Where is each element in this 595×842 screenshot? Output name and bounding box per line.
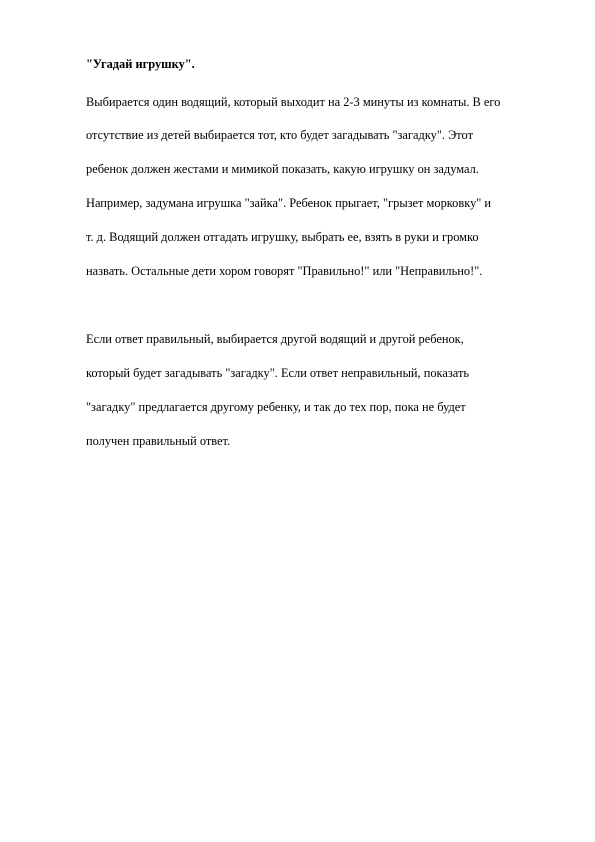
game-title: "Угадай игрушку".: [86, 57, 195, 71]
paragraph-line: назвать. Остальные дети хором говорят "Правильно!" или "Неправильно!".: [86, 264, 483, 278]
paragraph-line: который будет загадывать "загадку". Если ответ неправильный, показать: [86, 366, 470, 380]
paragraph-line: "загадку" предлагается другому ребенку, и так до тех пор, пока не будет: [86, 400, 466, 414]
paragraph-line: Выбирается один водящий, который выходит на 2-3 минуты из комнаты. В его: [86, 95, 501, 109]
paragraph-line: ребенок должен жестами и мимикой показать, какую игрушку он задумал.: [86, 162, 479, 176]
paragraph-line: Если ответ правильный, выбирается другой водящий и другой ребенок,: [86, 332, 464, 346]
paragraph-line: получен правильный ответ.: [86, 434, 231, 448]
paragraph-line: отсутствие из детей выбирается тот, кто будет загадывать "загадку". Этот: [86, 128, 473, 142]
paragraph-line: т. д. Водящий должен отгадать игрушку, выбрать ее, взять в руки и громко: [86, 230, 479, 244]
paragraph-line: Например, задумана игрушка "зайка". Ребенок прыгает, "грызет морковку" и: [86, 196, 492, 210]
